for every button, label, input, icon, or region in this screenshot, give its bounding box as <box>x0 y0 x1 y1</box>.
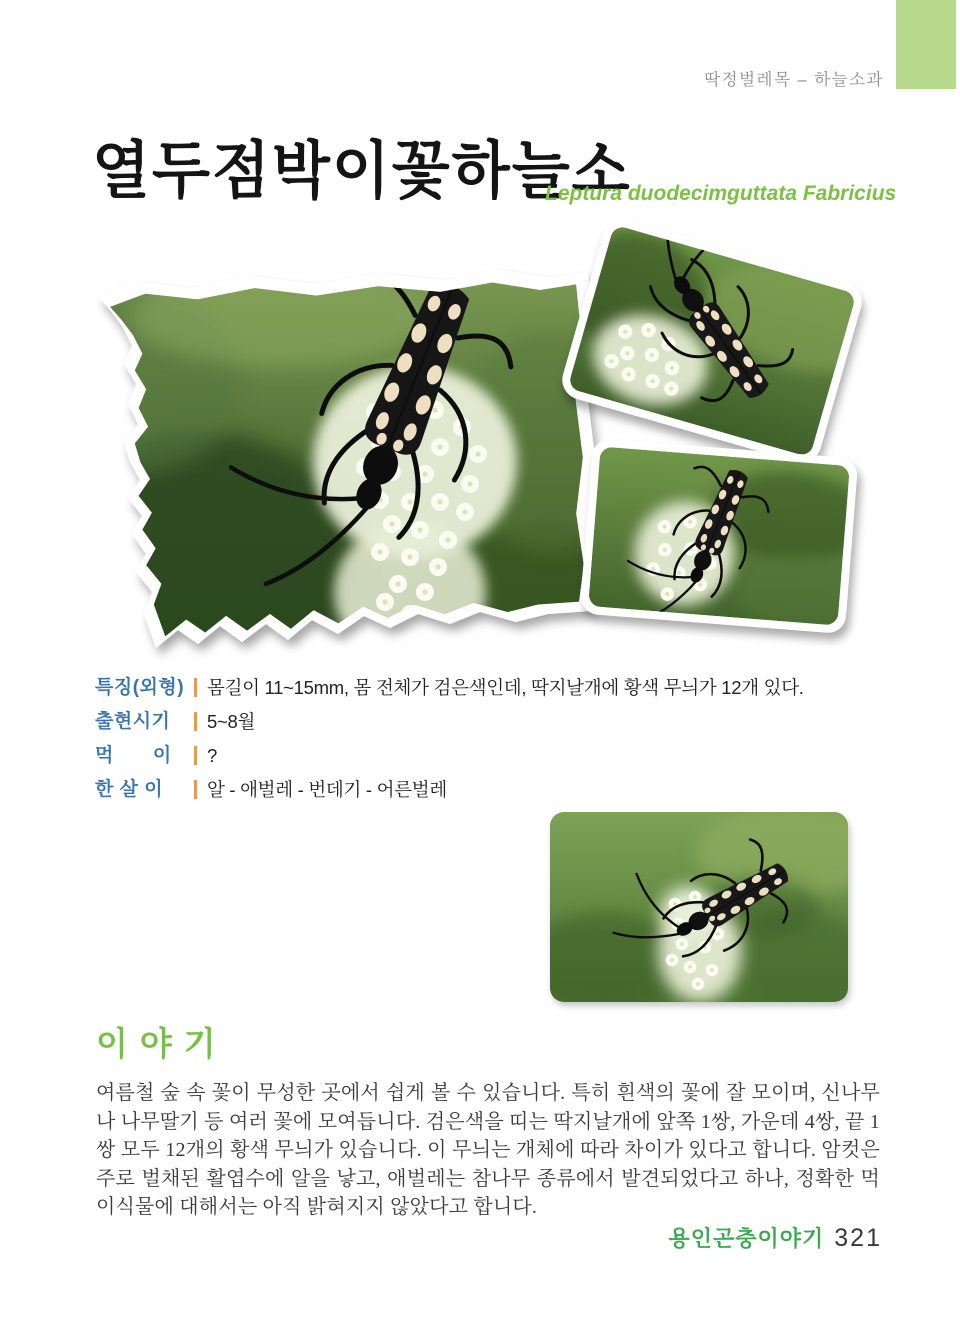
divider-bar <box>194 712 197 731</box>
info-value: 5~8월 <box>207 711 256 732</box>
species-title-scientific: Leptura duodecimguttata Fabricius <box>545 182 897 205</box>
corner-tab <box>896 0 956 89</box>
info-row-lifecycle <box>95 778 895 801</box>
page-header <box>704 66 884 90</box>
divider-bar <box>194 780 197 799</box>
page-footer <box>669 1222 882 1253</box>
beetle-photo-flower-spike <box>550 812 848 1002</box>
info-row-features <box>95 676 895 699</box>
info-value: 알 - 애벌레 - 번데기 - 어른벌레 <box>207 779 447 800</box>
book-logo: 용인곤충이야기 <box>668 1226 825 1251</box>
info-row-food <box>95 744 895 767</box>
beetle-photo-main <box>80 262 604 666</box>
story-section <box>96 1018 880 1222</box>
info-label: 특징(외형) <box>95 677 185 698</box>
beetle-photo-bottom-right <box>580 438 859 634</box>
species-title-korean: 열두점박이꽃하늘소 <box>92 135 632 206</box>
info-value: 몸길이 11~15mm, 몸 전체가 검은색인데, 딱지날개에 황색 무늬가 12개 있다. <box>207 677 804 698</box>
info-label: 한 살 이 <box>95 779 164 800</box>
story-heading: 이야기 <box>96 1025 228 1062</box>
info-label: 출현시기 <box>95 711 171 732</box>
species-info <box>95 676 895 812</box>
info-value: ? <box>207 745 217 766</box>
divider-bar <box>194 678 197 697</box>
story-body: 여름철 숲 속 꽃이 무성한 곳에서 쉽게 볼 수 있습니다. 특히 흰색의 꽃에 잘 모이며, 신나무나 나무딸기 등 여러 꽃에 모여듭니다. 검은색을 띠는 딱지날개에 앞쪽 1쌍, 가운데 4쌍, 끝 1쌍 모두 12개의 황색 무늬가 있습니다. 이 무늬는 개체에 따라 차이가 있다고 합니다. 암컷은 주로 벌채된 활엽수에 알을 낳고, 애벌레는 참나무 종류에서 발견되었다고 하나, 정확한 먹이식물에 대해서는 아직 밝혀지지 않았다고 합니다. <box>96 1082 880 1218</box>
divider-bar <box>194 746 197 765</box>
info-row-season <box>95 710 895 733</box>
page-number: 321 <box>834 1224 882 1252</box>
info-label: 먹 이 <box>95 745 172 766</box>
taxonomy-breadcrumb: 딱정벌레목 – 하늘소과 <box>704 71 884 89</box>
